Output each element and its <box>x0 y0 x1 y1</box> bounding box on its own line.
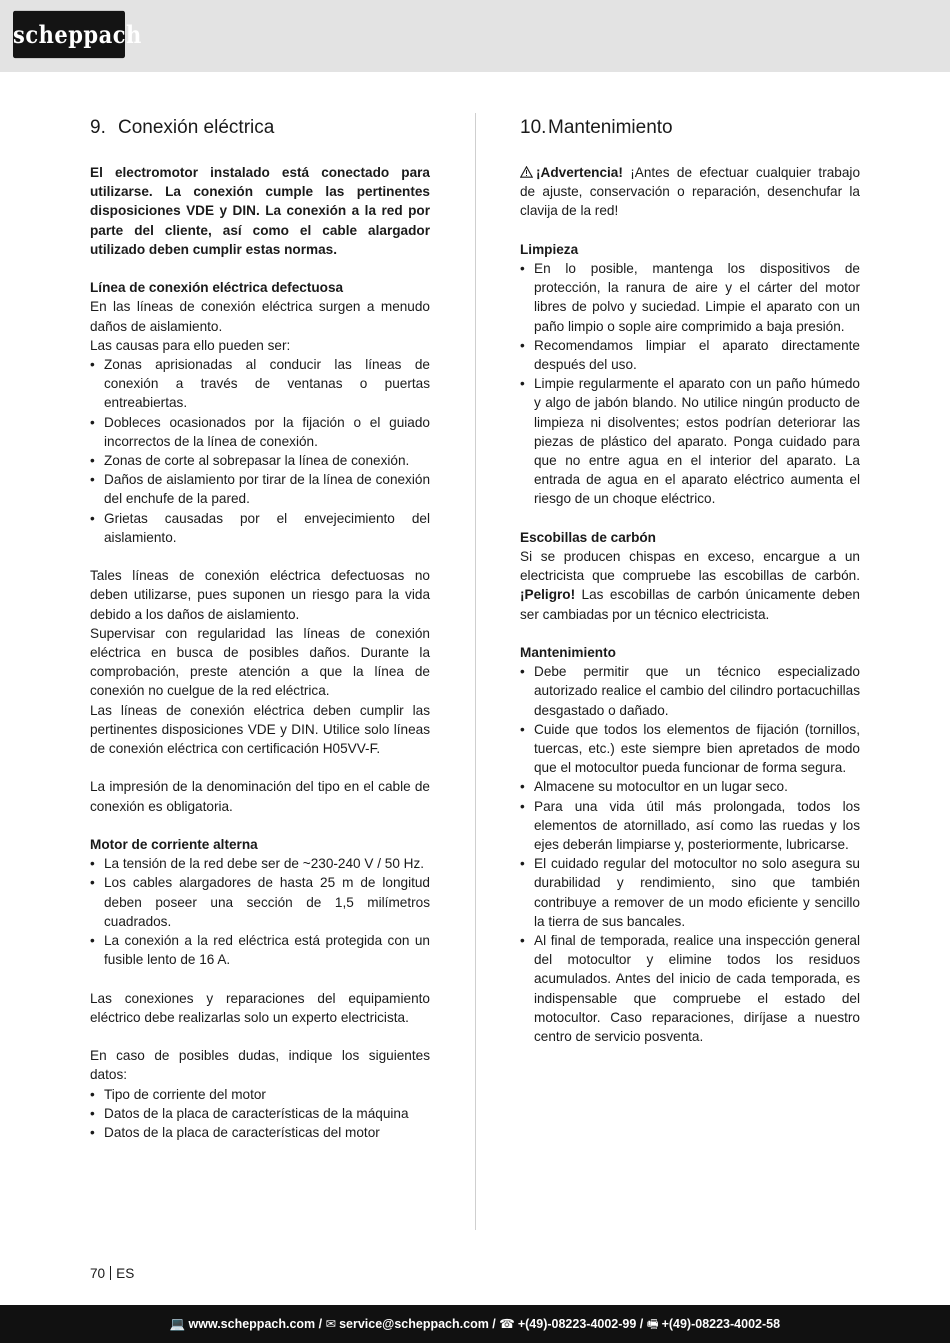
list-item: • La conexión a la red eléctrica está protegida con un fusible lento de 16 A. <box>90 931 430 969</box>
danger-text: Las escobillas de carbón únicamente deben ser cambiadas por un técnico electricista. <box>520 587 860 622</box>
header-bar <box>0 0 950 72</box>
paragraph: Las líneas de conexión eléctrica deben cumplir las pertinentes disposiciones VDE y DIN. Utilice solo líneas de conexión eléctrica con certificación H05VV-F. <box>90 702 430 757</box>
list-item: • Daños de aislamiento por tirar de la línea de conexión del enchufe de la pared. <box>90 470 430 508</box>
list-item: • Recomendamos limpiar el aparato directamente después del uso. <box>520 336 860 374</box>
warning-text: ¡Antes de efectuar cualquier trabajo de ajuste, conservación o reparación, desenchufar la clavija de la red! <box>520 165 860 219</box>
footer-bar <box>0 1305 950 1343</box>
paragraph: En las líneas de conexión eléctrica surgen a menudo daños de aislamiento. <box>90 299 430 334</box>
data-list <box>90 1085 430 1143</box>
cleaning-list <box>520 259 860 509</box>
list-item: • Para una vida útil más prolongada, todos los elementos de atornillado, así como las ruedas y los ejes deberán limpiarse y, posteriormente, lubricarse. <box>520 797 860 855</box>
list-item: • Datos de la placa de características del motor <box>90 1123 430 1142</box>
defect-causes-list <box>90 355 430 547</box>
left-column <box>90 116 430 1142</box>
danger-label: ¡Peligro! <box>520 587 576 603</box>
list-item: • Limpie regularmente el aparato con un paño húmedo y algo de jabón blando. No utilice ningún producto de limpieza ni disolventes; estos podrían deteriorar las piezas de plástico del aparato. Ponga cuidado para que no entre agua en el interior del aparato. La entrada de agua en el aparato eléctrico aumenta el riesgo de un choque eléctrico. <box>520 374 860 508</box>
scheppach-logo: scheppach <box>13 11 125 58</box>
paragraph <box>520 547 860 624</box>
footer-separator: / <box>636 1317 647 1331</box>
paragraph: Las causas para ello pueden ser: <box>90 337 291 353</box>
paragraph: Supervisar con regularidad las líneas de conexión eléctrica en busca de posibles daños. Durante la comprobación, preste atención a que la línea de conexión no cuelgue de la red eléctrica. <box>90 625 430 699</box>
footer-email[interactable]: service@scheppach.com <box>339 1317 489 1331</box>
footer-fax: +(49)-08223-4002-58 <box>661 1317 781 1331</box>
section-number: 10. <box>520 117 547 138</box>
warning-triangle-icon <box>520 163 533 182</box>
page-number-value: 70 <box>90 1266 106 1281</box>
fax-icon: 🖷 <box>646 1317 659 1331</box>
paragraph: La impresión de la denominación del tipo en el cable de conexión es obligatoria. <box>90 779 430 814</box>
column-divider <box>475 113 476 1230</box>
subheading-ac-motor: Motor de corriente alterna <box>90 837 258 853</box>
list-item: • Datos de la placa de características de la máquina <box>90 1104 430 1123</box>
warning-paragraph <box>520 163 860 221</box>
subheading-cleaning: Limpieza <box>520 241 579 257</box>
footer-website[interactable]: www.scheppach.com <box>188 1317 316 1331</box>
maintenance-list <box>520 662 860 1046</box>
brushes-text: Si se producen chispas en exceso, encargue a un electricista que compruebe las escobillas de carbón. <box>520 549 860 584</box>
page-number <box>90 1265 134 1283</box>
section-heading: Mantenimiento <box>548 117 673 138</box>
subheading-defective-line: Línea de conexión eléctrica defectuosa <box>90 280 344 296</box>
phone-icon: ☎ <box>499 1317 515 1331</box>
subheading-carbon-brushes: Escobillas de carbón <box>520 529 656 545</box>
footer-phone: +(49)-08223-4002-99 <box>517 1317 637 1331</box>
list-item: • El cuidado regular del motocultor no solo asegura su durabilidad y rendimiento, sino que también contribuye a remover de un modo eficiente y sencillo la tierra de sus bancales. <box>520 854 860 931</box>
paragraph: En caso de posibles dudas, indique los siguientes datos: <box>90 1048 430 1083</box>
list-item: • Al final de temporada, realice una inspección general del motocultor y elimine todos los residuos acumulados. Antes del inicio de cada temporada, es indispensable que compruebe el estado del motocultor. Caso reparaciones, diríjase a nuestro centro de servicio posventa. <box>520 931 860 1046</box>
language-code: ES <box>116 1266 135 1281</box>
list-item: • Grietas causadas por el envejecimiento del aislamiento. <box>90 509 430 547</box>
section-title-maintenance <box>520 116 860 140</box>
section-heading: Conexión eléctrica <box>118 117 275 138</box>
list-item: • La tensión de la red debe ser de ~230-240 V / 50 Hz. <box>90 854 430 873</box>
intro-paragraph: El electromotor instalado está conectado para utilizarse. La conexión cumple las pertinentes disposiciones VDE y DIN. La conexión a la red por parte del cliente, así como el cable alargador utilizado deben cumplir estas normas. <box>90 165 430 257</box>
subheading-maintenance: Mantenimiento <box>520 645 616 661</box>
footer-separator: / <box>315 1317 326 1331</box>
section-number: 9. <box>90 117 106 138</box>
warning-label: ¡Advertencia! <box>536 165 623 180</box>
list-item: • Tipo de corriente del motor <box>90 1085 430 1104</box>
list-item: • Cuide que todos los elementos de fijación (tornillos, tuercas, etc.) este siempre bien apretados de modo que el motocultor pueda funcionar de forma segura. <box>520 720 860 778</box>
list-item: • Almacene su motocultor en un lugar seco. <box>520 777 860 796</box>
list-item: • Debe permitir que un técnico especializado autorizado realice el cambio del cilindro portacuchillas desgastado o dañado. <box>520 662 860 720</box>
list-item: • Zonas aprisionadas al conducir las líneas de conexión a través de ventanas o puertas entreabiertas. <box>90 355 430 413</box>
list-item: • Los cables alargadores de hasta 25 m de longitud deben poseer una sección de 1,5 milímetros cuadrados. <box>90 873 430 931</box>
mail-icon: ✉ <box>325 1317 337 1331</box>
motor-list <box>90 854 430 969</box>
paragraph: Tales líneas de conexión eléctrica defectuosas no deben utilizarse, pues suponen un riesgo para la vida debido a los daños de aislamiento. <box>90 568 430 622</box>
list-item: • En lo posible, mantenga los dispositivos de protección, la ranura de aire y el cárter del motor libres de polvo y suciedad. Limpie el aparato con un paño limpio o sople aire comprimido a baja presión. <box>520 259 860 336</box>
right-column <box>520 116 860 1046</box>
section-title-electrical <box>90 116 430 140</box>
list-item: • Zonas de corte al sobrepasar la línea de conexión. <box>90 451 430 470</box>
list-item: • Dobleces ocasionados por la fijación o el guiado incorrectos de la línea de conexión. <box>90 413 430 451</box>
laptop-icon: 💻 <box>169 1317 186 1331</box>
paragraph: Las conexiones y reparaciones del equipamiento eléctrico debe realizarlas solo un experto electricista. <box>90 990 430 1025</box>
footer-separator: / <box>488 1317 500 1331</box>
